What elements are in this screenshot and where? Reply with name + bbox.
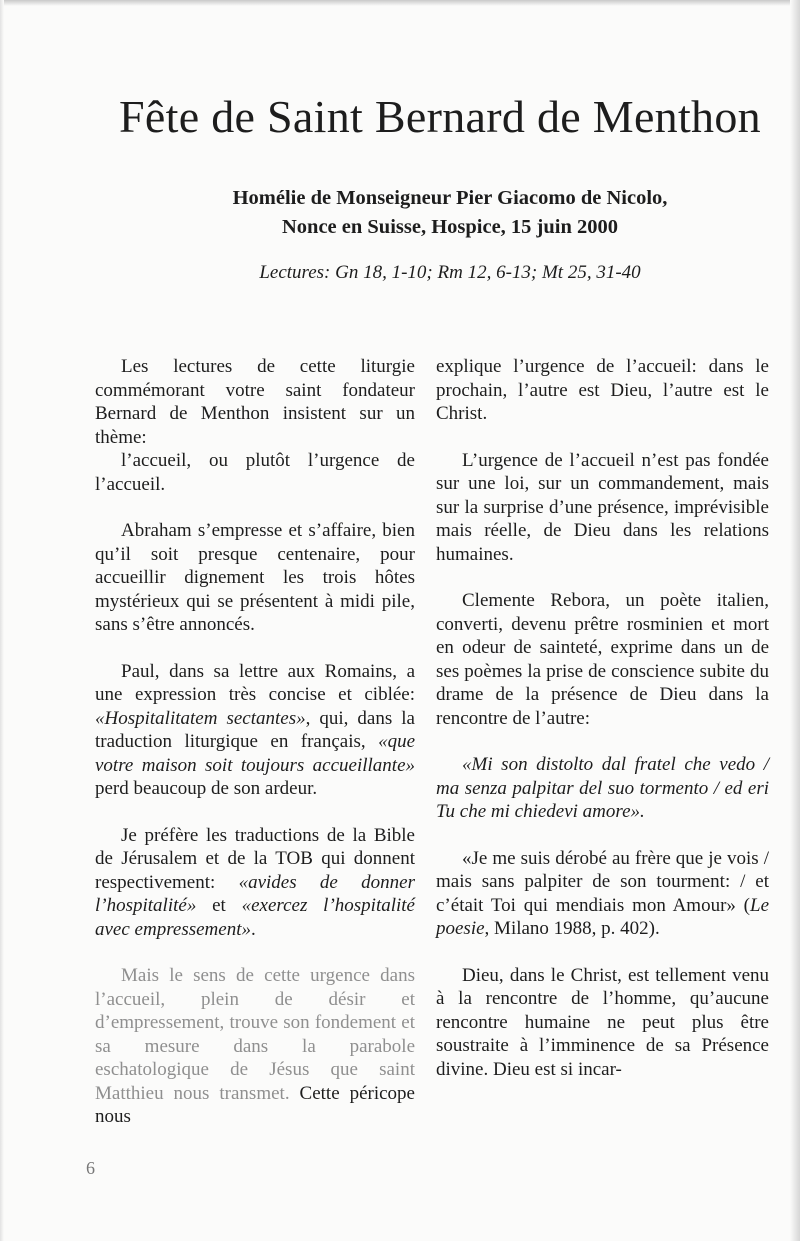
tob-quote: «exercez l’hospitalité avec empressement»	[95, 895, 415, 940]
right-column	[436, 355, 769, 1081]
paragraph: explique l’urgence de l’accueil: dans le prochain, l’autre est Dieu, l’autre est le Christ.	[436, 356, 769, 424]
paragraph	[95, 824, 415, 942]
text-run: , Milano 1988, p. 402).	[484, 918, 660, 939]
text-run: «Je me suis dérobé au frère que je vois / mais sans palpiter de son tourment: / et c’était Toi qui mendiais mon Amour» (	[436, 847, 769, 916]
bible-quote: «avides de donner l’hospitalité»	[95, 871, 415, 916]
text-run: Je préfère les traductions de la Bible de Jérusalem et de la TOB qui donnent respectivement:	[95, 824, 415, 893]
text-run: , qui, dans la traduction liturgique en français,	[95, 707, 415, 752]
paragraph: Les lectures de cette liturgie commémorant votre saint fondateur Bernard de Menthon insistent sur un thème:	[95, 356, 415, 448]
page-number: 6	[86, 1158, 95, 1178]
homily-subtitle	[150, 184, 750, 242]
text-run: .	[250, 918, 256, 940]
subtitle-line-2: Nonce en Suisse, Hospice, 15 juin 2000	[282, 216, 618, 238]
text-run: Cette péricope nous	[95, 1082, 415, 1127]
page-right-shadow	[790, 0, 800, 1241]
french-quote: «que votre maison soit toujours accueillante»	[95, 731, 415, 776]
paragraph: L’urgence de l’accueil n’est pas fondée sur une loi, sur un commandement, mais sur la surprise d’une présence, imprévisible mais réelle, de Dieu dans les relations humaines.	[436, 449, 769, 565]
page-title: Fête de Saint Bernard de Menthon	[119, 91, 761, 142]
book-title: Le poesie	[436, 894, 769, 939]
poem-quote: «Mi son distolto dal fratel che vedo / ma senza palpitar del suo tormento / ed eri Tu che mi chiedevi amore».	[436, 754, 769, 822]
left-column	[95, 355, 415, 1129]
faded-text: Mais le sens de cette urgence dans l’accueil, plein de désir et d’empressement, trouve son fondement et sa mesure dans la parabole eschatologique de Jésus que saint Matthieu nous transmet.	[95, 965, 415, 1104]
text-run: et	[196, 895, 242, 916]
paragraph: l’accueil, ou plutôt l’urgence de l’accueil.	[95, 450, 415, 495]
text-run: Paul, dans sa lettre aux Romains, a une expression très concise et ciblée:	[95, 660, 415, 705]
paragraph	[95, 660, 415, 801]
subtitle-line-1: Homélie de Monseigneur Pier Giacomo de Nicolo,	[232, 187, 668, 209]
text-run: perd beaucoup de son ardeur.	[95, 778, 318, 799]
latin-quote: «Hospitalitatem sectantes»	[95, 707, 306, 729]
page-left-shadow	[0, 0, 4, 1241]
paragraph: Abraham s’empresse et s’affaire, bien qu’il soit presque centenaire, pour accueillir dignement les trois hôtes mystérieux qui se présentent à midi pile, sans s’être annoncés.	[95, 520, 415, 635]
paragraph	[95, 964, 415, 1129]
readings-line: Lectures: Gn 18, 1-10; Rm 12, 6-13; Mt 25, 31-40	[259, 262, 641, 283]
paragraph: Dieu, dans le Christ, est tellement venu à la rencontre de l’homme, qu’aucune rencontre humaine ne peut plus être soustraite à l’imminence de sa Présence divine. Dieu est si incar-	[436, 964, 769, 1080]
paragraph: Clemente Rebora, un poète italien, converti, devenu prêtre rosminien et mort en odeur de sainteté, exprime dans un de ses poèmes la prise de conscience subite du drame de la présence de Dieu dans la rencontre de l’autre:	[436, 590, 769, 729]
page-top-shadow	[0, 0, 800, 6]
paragraph	[436, 847, 769, 941]
